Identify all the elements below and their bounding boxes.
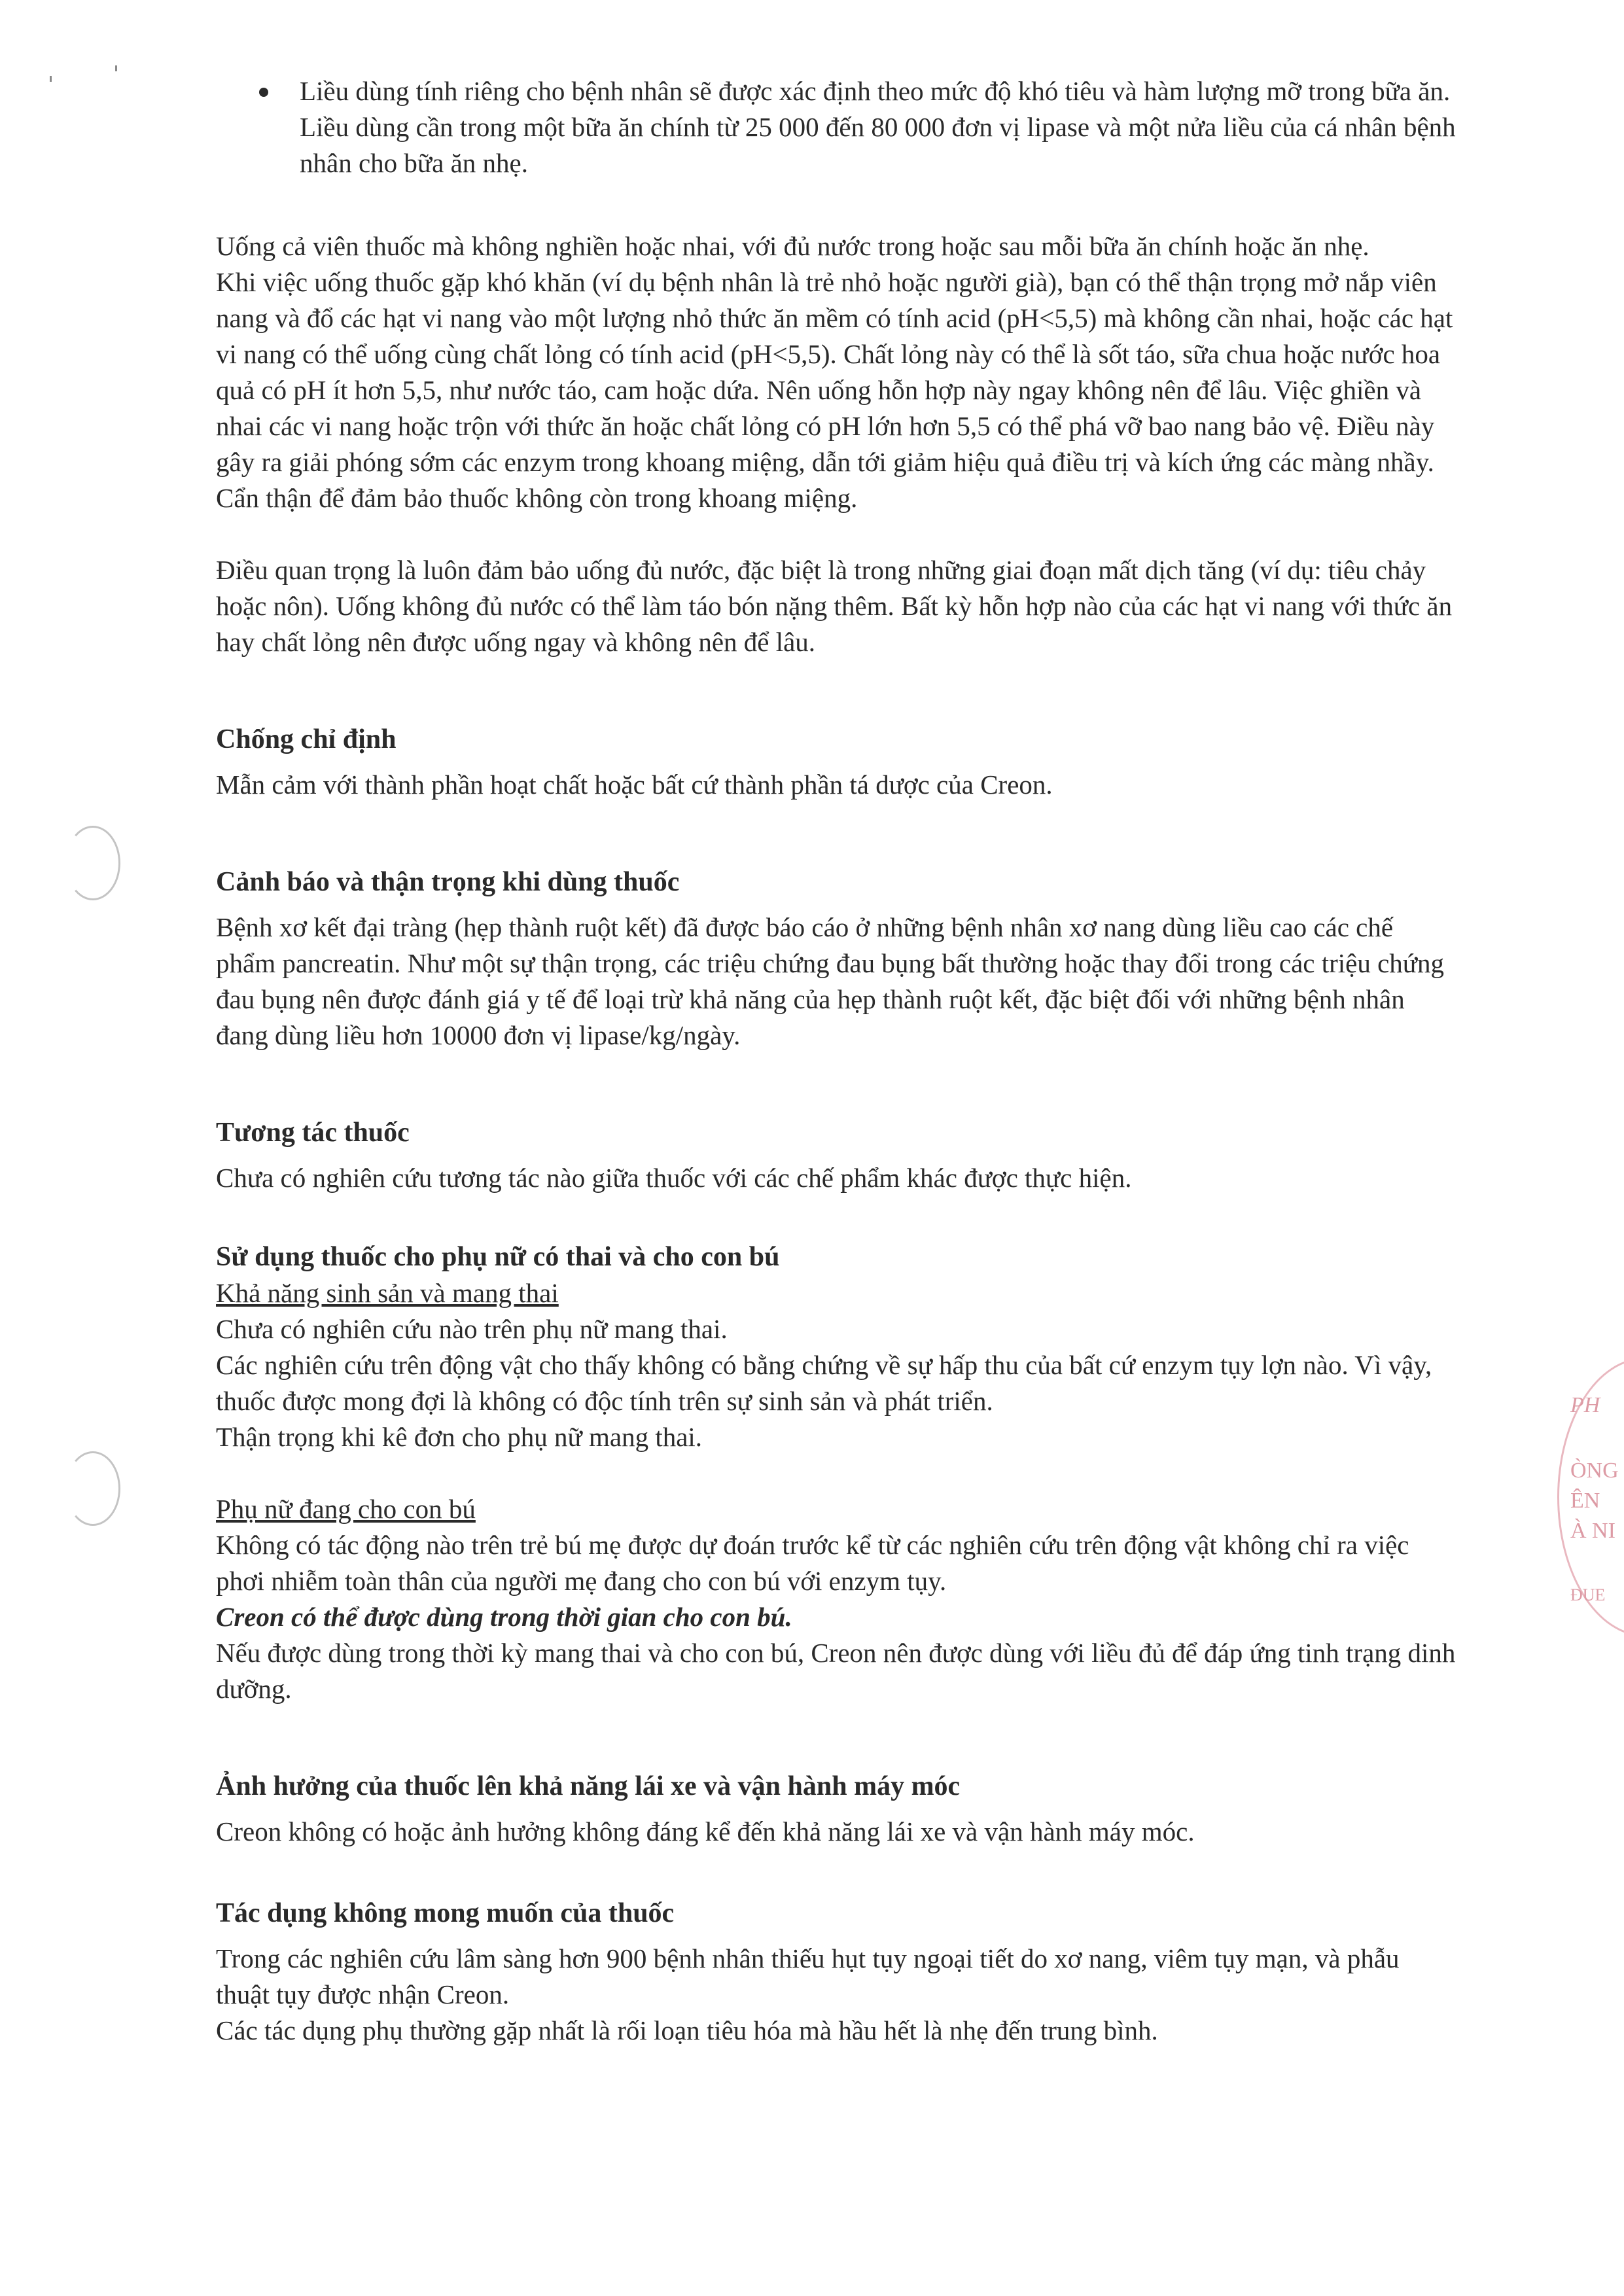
contraindications-text: Mẫn cảm với thành phần hoạt chất hoặc bất cứ thành phần tá dược của Creon.: [216, 769, 1053, 800]
company-stamp: [1551, 1358, 1624, 1633]
punch-hole-top: [65, 826, 120, 900]
driving-text: Creon không có hoặc ảnh hưởng không đáng kể đến khả năng lái xe và vận hành máy móc.: [216, 1816, 1195, 1846]
interactions-heading: Tương tác thuốc: [216, 1118, 410, 1148]
lactation-line-2: Nếu được dùng trong thời kỳ mang thai và cho con bú, Creon nên được dùng với liều đủ để đáp ứng tinh trạng dinh dưỡng.: [216, 1638, 1456, 1704]
administration-paragraph-3: Điều quan trọng là luôn đảm bảo uống đủ nước, đặc biệt là trong những giai đoạn mất dịch tăng (ví dụ: tiêu chảy hoặc nôn). Uống không đủ nước có thể làm táo bón nặng thêm. Bất kỳ hỗn hợp nào của các hạt vi nang với thức ăn hay chất lỏng nên được uống ngay và không nên để lâu.: [216, 555, 1453, 657]
warnings-heading: Cảnh báo và thận trọng khi dùng thuốc: [216, 867, 680, 897]
lactation-emphasis: Creon có thể được dùng trong thời gian cho con bú.: [216, 1602, 792, 1632]
stamp-text-2: ÒNG: [1570, 1458, 1619, 1483]
fertility-line-3: Thận trọng khi kê đơn cho phụ nữ mang thai.: [216, 1422, 703, 1452]
adverse-line-2: Các tác dụng phụ thường gặp nhất là rối loạn tiêu hóa mà hầu hết là nhẹ đến trung bình.: [216, 2015, 1158, 2045]
administration-paragraph-1: Uống cả viên thuốc mà không nghiền hoặc nhai, với đủ nước trong hoặc sau mỗi bữa ăn chính hoặc ăn nhẹ.: [216, 231, 1369, 261]
fertility-subheading: Khả năng sinh sản và mang thai: [216, 1278, 559, 1308]
administration-paragraph-2: Khi việc uống thuốc gặp khó khăn (ví dụ bệnh nhân là trẻ nhỏ hoặc người già), bạn có thể thận trọng mở nắp viên nang và đổ các hạt vi nang vào một lượng nhỏ thức ăn mềm có tính acid (pH<5,5) mà không cần nhai, hoặc các hạt vi nang có thể uống cùng chất lỏng có tính acid (pH<5,5). Chất lỏng này có thể là sốt táo, sữa chua hoặc nước hoa quả có pH ít hơn 5,5, như nước táo, cam hoặc dứa. Nên uống hỗn hợp này ngay không nên để lâu. Việc ghiền và nhai các vi nang hoặc trộn với thức ăn hoặc chất lỏng có pH lớn hơn 5,5 có thể phá vỡ bao nang bảo vệ. Điều này gây ra giải phóng sớm các enzym trong khoang miệng, dẫn tới giảm hiệu quả điều trị và kích ứng các màng nhầy. Cẩn thận để đảm bảo thuốc không còn trong khoang miệng.: [216, 267, 1453, 513]
document-page: [216, 73, 1459, 2049]
pregnancy-heading: Sử dụng thuốc cho phụ nữ có thai và cho con bú: [216, 1242, 780, 1272]
dosage-bullet: [216, 73, 1459, 181]
contraindications-heading: Chống chỉ định: [216, 724, 397, 754]
punch-hole-bottom: [65, 1451, 120, 1526]
scan-mark: [115, 65, 117, 71]
interactions-text: Chưa có nghiên cứu tương tác nào giữa thuốc với các chế phẩm khác được thực hiện.: [216, 1163, 1132, 1193]
warnings-text: Bệnh xơ kết đại tràng (hẹp thành ruột kết) đã được báo cáo ở những bệnh nhân xơ nang dùng liều cao các chế phẩm pancreatin. Như một sự thận trọng, các triệu chứng đau bụng bất thường hoặc thay đổi trong các triệu chứng đau bụng nên được đánh giá y tế để loại trừ khả năng của hẹp thành ruột kết, đặc biệt đối với những bệnh nhân đang dùng liều hơn 10000 đơn vị lipase/kg/ngày.: [216, 912, 1445, 1050]
bullet-icon: [259, 88, 268, 97]
stamp-text-5: ĐUE: [1570, 1585, 1606, 1604]
scan-mark: [50, 76, 52, 82]
adverse-line-1: Trong các nghiên cứu lâm sàng hơn 900 bệnh nhân thiếu hụt tụy ngoại tiết do xơ nang, viêm tụy mạn, và phẫu thuật tụy được nhận Creon.: [216, 1943, 1400, 2009]
fertility-line-2: Các nghiên cứu trên động vật cho thấy không có bằng chứng về sự hấp thu của bất cứ enzym tụy lợn nào. Vì vậy, thuốc được mong đợi là không có độc tính trên sự sinh sản và phát triển.: [216, 1350, 1432, 1416]
fertility-line-1: Chưa có nghiên cứu nào trên phụ nữ mang thai.: [216, 1314, 728, 1344]
dosage-bullet-text: Liều dùng tính riêng cho bệnh nhân sẽ được xác định theo mức độ khó tiêu và hàm lượng mỡ trong bữa ăn. Liều dùng cần trong một bữa ăn chính từ 25 000 đến 80 000 đơn vị lipase và một nửa liều của cá nhân bệnh nhân cho bữa ăn nhẹ.: [300, 76, 1456, 178]
adverse-heading: Tác dụng không mong muốn của thuốc: [216, 1898, 675, 1928]
lactation-subheading: Phụ nữ đang cho con bú: [216, 1494, 476, 1524]
lactation-line-1: Không có tác động nào trên trẻ bú mẹ được dự đoán trước kể từ các nghiên cứu trên động vật không chỉ ra việc phơi nhiễm toàn thân của người mẹ đang cho con bú với enzym tụy.: [216, 1530, 1409, 1596]
stamp-text-4: À NI: [1570, 1519, 1615, 1543]
stamp-text-1: PH: [1570, 1393, 1600, 1417]
driving-heading: Ảnh hưởng của thuốc lên khả năng lái xe và vận hành máy móc: [216, 1771, 961, 1801]
stamp-text-3: ÊN: [1570, 1489, 1600, 1513]
